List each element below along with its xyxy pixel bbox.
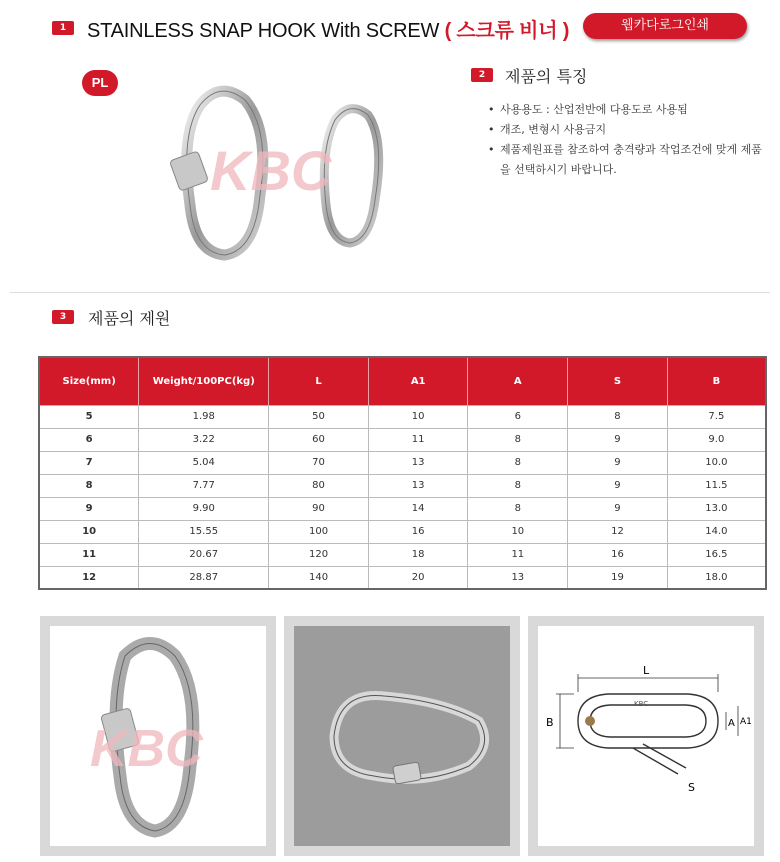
spec-cell: 9 bbox=[568, 451, 668, 474]
diagram-logo: KBC bbox=[634, 700, 649, 708]
spec-cell: 8 bbox=[468, 497, 568, 520]
snap-hook-image bbox=[160, 75, 400, 275]
col-header-s: S bbox=[568, 357, 668, 405]
web-catalog-print-button[interactable]: 웹카다로그인쇄 bbox=[583, 13, 747, 39]
feature-item: • 사용용도 : 산업전반에 다용도로 사용됨 bbox=[488, 100, 768, 120]
spec-cell: 11 bbox=[39, 543, 139, 566]
spec-cell: 13 bbox=[468, 566, 568, 589]
kbc-watermark: KBC bbox=[210, 139, 332, 202]
spec-cell: 90 bbox=[269, 497, 369, 520]
feature-item: • 개조, 변형시 사용금지 bbox=[488, 120, 768, 140]
spec-cell: 16 bbox=[568, 543, 668, 566]
spec-cell: 5.04 bbox=[139, 451, 269, 474]
spec-cell: 8 bbox=[568, 405, 668, 428]
features-list bbox=[488, 100, 768, 180]
feature-item: • 제품제원표를 참조하여 충격량과 작업조건에 맞게 제품을 선택하시기 바랍니다. bbox=[488, 140, 768, 180]
spec-cell: 19 bbox=[568, 566, 668, 589]
spec-cell: 13.0 bbox=[667, 497, 766, 520]
photo-frame-1 bbox=[40, 616, 276, 856]
spec-cell: 18.0 bbox=[667, 566, 766, 589]
spec-cell: 9 bbox=[39, 497, 139, 520]
spec-cell: 8 bbox=[468, 428, 568, 451]
title-korean: ( 스크류 비너 ) bbox=[444, 20, 570, 42]
spec-cell: 8 bbox=[39, 474, 139, 497]
spec-cell: 100 bbox=[269, 520, 369, 543]
dim-a-label: A bbox=[728, 718, 735, 729]
spec-cell: 13 bbox=[368, 474, 468, 497]
spec-cell: 8 bbox=[468, 451, 568, 474]
col-header-a: A bbox=[468, 357, 568, 405]
spec-cell: 7.77 bbox=[139, 474, 269, 497]
col-header-l: L bbox=[269, 357, 369, 405]
dim-s-label: S bbox=[688, 781, 695, 794]
spec-header-row bbox=[39, 357, 766, 405]
spec-cell: 5 bbox=[39, 405, 139, 428]
spec-cell: 10 bbox=[368, 405, 468, 428]
section-3-badge: 3 bbox=[52, 310, 74, 324]
spec-cell: 9.90 bbox=[139, 497, 269, 520]
spec-cell: 12 bbox=[568, 520, 668, 543]
title-english: STAINLESS SNAP HOOK With SCREW bbox=[87, 20, 440, 42]
spec-cell: 10 bbox=[468, 520, 568, 543]
dim-a1-label: A1 bbox=[740, 717, 752, 727]
spec-row bbox=[39, 566, 766, 589]
spec-cell: 12 bbox=[39, 566, 139, 589]
spec-cell: 70 bbox=[269, 451, 369, 474]
spec-cell: 50 bbox=[269, 405, 369, 428]
spec-cell: 11 bbox=[468, 543, 568, 566]
spec-cell: 18 bbox=[368, 543, 468, 566]
spec-cell: 9 bbox=[568, 428, 668, 451]
spec-row bbox=[39, 520, 766, 543]
spec-row bbox=[39, 405, 766, 428]
page-title bbox=[87, 14, 569, 43]
spec-row bbox=[39, 428, 766, 451]
section-divider bbox=[10, 292, 770, 293]
photo-frame-3 bbox=[528, 616, 764, 856]
spec-cell: 8 bbox=[468, 474, 568, 497]
spec-cell: 9 bbox=[568, 474, 668, 497]
col-header-weight: Weight/100PC(kg) bbox=[139, 357, 269, 405]
spec-cell: 15.55 bbox=[139, 520, 269, 543]
product-photo-top bbox=[160, 75, 400, 275]
spec-cell: 10.0 bbox=[667, 451, 766, 474]
spec-cell: 10 bbox=[39, 520, 139, 543]
section-2-badge: 2 bbox=[471, 68, 493, 82]
dim-b-label: B bbox=[546, 716, 554, 729]
spec-cell: 6 bbox=[468, 405, 568, 428]
spec-cell: 1.98 bbox=[139, 405, 269, 428]
section-1-badge: 1 bbox=[52, 21, 74, 35]
spec-row bbox=[39, 474, 766, 497]
spec-cell: 60 bbox=[269, 428, 369, 451]
photo-frame-2 bbox=[284, 616, 520, 856]
spec-cell: 9 bbox=[568, 497, 668, 520]
spec-cell: 140 bbox=[269, 566, 369, 589]
spec-cell: 80 bbox=[269, 474, 369, 497]
spec-cell: 16 bbox=[368, 520, 468, 543]
features-title: 제품의 특징 bbox=[505, 67, 588, 86]
snap-hook-side-photo bbox=[294, 626, 510, 846]
spec-table bbox=[38, 356, 767, 590]
pl-badge: PL bbox=[82, 70, 118, 96]
photo-hook-front bbox=[50, 626, 266, 846]
kbc-watermark: KBC bbox=[90, 720, 203, 778]
spec-cell: 7 bbox=[39, 451, 139, 474]
specs-title: 제품의 제원 bbox=[88, 309, 171, 328]
spec-cell: 13 bbox=[368, 451, 468, 474]
spec-cell: 120 bbox=[269, 543, 369, 566]
spec-cell: 28.87 bbox=[139, 566, 269, 589]
spec-cell: 16.5 bbox=[667, 543, 766, 566]
spec-cell: 20 bbox=[368, 566, 468, 589]
dim-l-label: L bbox=[643, 664, 650, 677]
spec-cell: 14.0 bbox=[667, 520, 766, 543]
spec-cell: 11 bbox=[368, 428, 468, 451]
spec-cell: 6 bbox=[39, 428, 139, 451]
spec-cell: 11.5 bbox=[667, 474, 766, 497]
dimension-diagram-svg bbox=[538, 626, 754, 846]
spec-cell: 14 bbox=[368, 497, 468, 520]
dimension-diagram bbox=[538, 626, 754, 846]
col-header-a1: A1 bbox=[368, 357, 468, 405]
snap-hook-photo bbox=[50, 626, 266, 846]
photo-hook-side bbox=[294, 626, 510, 846]
spec-cell: 9.0 bbox=[667, 428, 766, 451]
col-header-b: B bbox=[667, 357, 766, 405]
spec-row bbox=[39, 497, 766, 520]
col-header-size: Size(mm) bbox=[39, 357, 139, 405]
spec-row bbox=[39, 451, 766, 474]
spec-cell: 3.22 bbox=[139, 428, 269, 451]
spec-cell: 7.5 bbox=[667, 405, 766, 428]
spec-cell: 20.67 bbox=[139, 543, 269, 566]
spec-row bbox=[39, 543, 766, 566]
